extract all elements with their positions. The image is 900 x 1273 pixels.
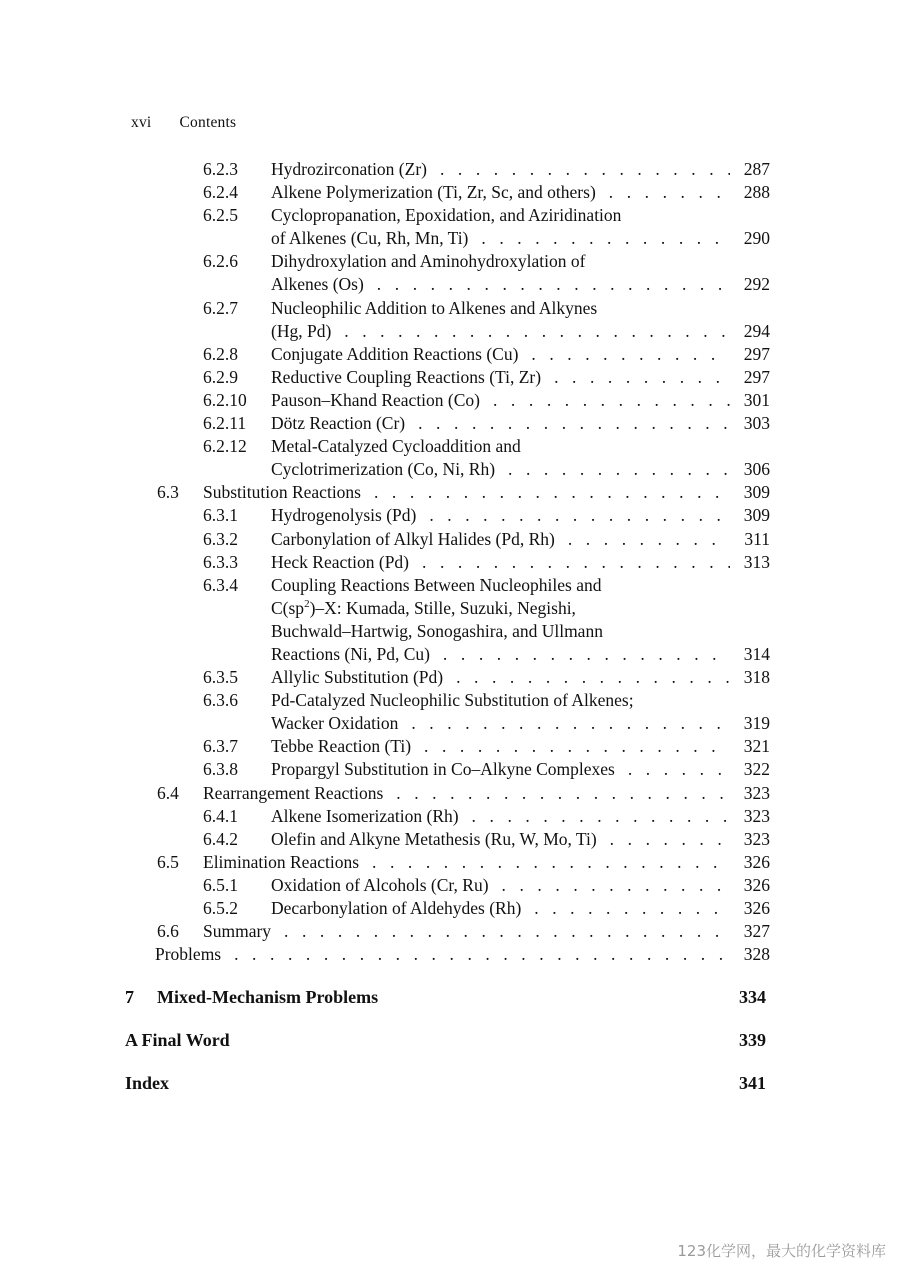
section-title: Carbonylation of Alkyl Halides (Pd, Rh) bbox=[271, 529, 559, 549]
toc-entry bbox=[0, 504, 900, 527]
section-title: Dihydroxylation and Aminohydroxylation of bbox=[271, 251, 589, 271]
section-title: Alkene Isomerization (Rh) bbox=[271, 806, 463, 826]
chapter-title: Mixed-Mechanism Problems bbox=[157, 987, 379, 1008]
toc-entry bbox=[0, 620, 900, 643]
toc-entry bbox=[0, 435, 900, 458]
section-number: 6.4.1 bbox=[203, 805, 238, 826]
section-title: Olefin and Alkyne Metathesis (Ru, W, Mo, Ti) bbox=[271, 829, 601, 849]
toc-entry bbox=[0, 528, 900, 551]
section-title: Alkene Polymerization (Ti, Zr, Sc, and others) bbox=[271, 182, 600, 202]
section-number: 6.3.7 bbox=[203, 736, 238, 757]
page-number: 292 bbox=[730, 273, 770, 296]
page-number: 328 bbox=[730, 943, 770, 966]
section-title: Pd-Catalyzed Nucleophilic Substitution of Alkenes; bbox=[271, 690, 638, 710]
chapter-title: Index bbox=[125, 1073, 170, 1094]
section-title: Propargyl Substitution in Co–Alkyne Complexes bbox=[271, 759, 619, 779]
section-number: 6.2.6 bbox=[203, 251, 238, 272]
section-title: Metal-Catalyzed Cycloaddition and bbox=[271, 436, 525, 456]
toc-entry bbox=[0, 597, 900, 620]
section-number: 6.3.1 bbox=[203, 505, 238, 526]
section-title: Tebbe Reaction (Ti) bbox=[271, 736, 415, 756]
page-number: 327 bbox=[730, 920, 770, 943]
toc-entry bbox=[0, 320, 900, 343]
section-number: 6.3.4 bbox=[203, 574, 238, 595]
section-title: Buchwald–Hartwig, Sonogashira, and Ullmann bbox=[271, 621, 607, 641]
section-title: Hydrozirconation (Zr) bbox=[271, 159, 431, 179]
section-title: $C(sp^2)-X$: Kumada, Stille, Suzuki, Negishi, bbox=[271, 598, 580, 618]
toc-entry bbox=[0, 689, 900, 712]
page-number: 323 bbox=[730, 828, 770, 851]
page-number: 303 bbox=[730, 412, 770, 435]
page-number: 309 bbox=[730, 481, 770, 504]
toc-entry bbox=[0, 920, 900, 943]
page-number: 323 bbox=[730, 782, 770, 805]
section-title: Cyclotrimerization (Co, Ni, Rh) bbox=[271, 459, 499, 479]
toc-entry bbox=[0, 851, 900, 874]
section-number: 6.6 bbox=[157, 921, 179, 942]
section-number: 6.3.3 bbox=[203, 551, 238, 572]
page-number: 311 bbox=[730, 528, 770, 551]
page-number: 339 bbox=[739, 1030, 766, 1051]
toc-entry bbox=[0, 412, 900, 435]
page-number: 314 bbox=[730, 643, 770, 666]
toc-entry bbox=[0, 297, 900, 320]
toc-entry bbox=[0, 481, 900, 504]
toc-entry bbox=[0, 389, 900, 412]
section-title: Substitution Reactions bbox=[203, 482, 365, 502]
section-title: Pauson–Khand Reaction (Co) bbox=[271, 390, 484, 410]
page-number: 319 bbox=[730, 712, 770, 735]
site-watermark: 123化学网，最大的化学资料库 bbox=[677, 1242, 886, 1260]
section-title: Dötz Reaction (Cr) bbox=[271, 413, 409, 433]
section-title: Alkenes (Os) bbox=[271, 274, 368, 294]
section-title: Conjugate Addition Reactions (Cu) bbox=[271, 344, 522, 364]
page-number: 297 bbox=[730, 343, 770, 366]
toc-entry bbox=[0, 666, 900, 689]
page-number: 326 bbox=[730, 897, 770, 920]
section-number: 6.2.11 bbox=[203, 413, 247, 434]
toc-entry bbox=[0, 366, 900, 389]
page-number: 322 bbox=[730, 758, 770, 781]
page-number: 341 bbox=[739, 1073, 766, 1094]
section-title: Allylic Substitution (Pd) bbox=[271, 667, 447, 687]
section-number: 6.2.3 bbox=[203, 159, 238, 179]
section-number: 6.5.2 bbox=[203, 898, 238, 918]
section-title: Rearrangement Reactions bbox=[203, 783, 387, 803]
page-number: 288 bbox=[730, 181, 770, 204]
section-number: 6.3.8 bbox=[203, 759, 238, 780]
section-title: Problems bbox=[155, 944, 225, 964]
section-title: of Alkenes (Cu, Rh, Mn, Ti) bbox=[271, 228, 472, 248]
table-of-contents bbox=[0, 158, 900, 1105]
section-number: 6.2.7 bbox=[203, 297, 238, 318]
toc-entry bbox=[0, 735, 900, 758]
page-number: 321 bbox=[730, 735, 770, 758]
section-number: 6.2.9 bbox=[203, 366, 238, 387]
toc-entry bbox=[0, 897, 900, 920]
section-title: Cyclopropanation, Epoxidation, and Aziridination bbox=[271, 205, 625, 225]
toc-entry bbox=[0, 943, 900, 966]
toc-entry bbox=[0, 181, 900, 204]
section-title: Wacker Oxidation bbox=[271, 713, 402, 733]
page-number: 326 bbox=[730, 874, 770, 897]
section-number: 6.3 bbox=[157, 482, 179, 503]
section-number: 6.4 bbox=[157, 782, 179, 803]
section-number: 6.3.6 bbox=[203, 690, 238, 711]
section-number: 6.2.8 bbox=[203, 343, 238, 364]
spacer bbox=[0, 966, 900, 976]
page-number: 290 bbox=[730, 227, 770, 250]
toc-entry bbox=[0, 343, 900, 366]
section-title: Summary bbox=[203, 921, 275, 941]
section-number: 6.2.10 bbox=[203, 389, 247, 410]
toc-entry bbox=[0, 273, 900, 296]
toc-entry bbox=[0, 643, 900, 666]
toc-entry bbox=[0, 805, 900, 828]
toc-entry bbox=[0, 250, 900, 273]
section-title: Reductive Coupling Reactions (Ti, Zr) bbox=[271, 367, 545, 387]
section-number: 6.2.4 bbox=[203, 182, 238, 203]
chapter-title: A Final Word bbox=[125, 1030, 230, 1051]
page-number: 301 bbox=[730, 389, 770, 412]
toc-entry bbox=[0, 758, 900, 781]
section-title: Reactions (Ni, Pd, Cu) bbox=[271, 644, 434, 664]
section-number: 6.4.2 bbox=[203, 828, 238, 849]
section-number: 6.2.12 bbox=[203, 436, 247, 457]
section-number: 6.3.2 bbox=[203, 528, 238, 549]
section-title: (Hg, Pd) bbox=[271, 321, 335, 341]
chapter-entry bbox=[0, 1062, 900, 1105]
page-number: 323 bbox=[730, 805, 770, 828]
section-title: Nucleophilic Addition to Alkenes and Alkynes bbox=[271, 298, 601, 318]
section-title: Elimination Reactions bbox=[203, 852, 363, 872]
page-number: 294 bbox=[730, 320, 770, 343]
section-title: Coupling Reactions Between Nucleophiles and bbox=[271, 575, 605, 595]
page-number: 297 bbox=[730, 366, 770, 389]
page-number: 326 bbox=[730, 851, 770, 874]
toc-entry bbox=[0, 227, 900, 250]
toc-entry bbox=[0, 712, 900, 735]
toc-entry bbox=[0, 782, 900, 805]
toc-entry bbox=[0, 828, 900, 851]
running-header bbox=[131, 114, 236, 132]
chapter-entry bbox=[0, 976, 900, 1019]
toc-entry bbox=[0, 458, 900, 481]
chapter-number: 7 bbox=[125, 987, 134, 1008]
running-title: Contents bbox=[179, 114, 237, 131]
section-title: Decarbonylation of Aldehydes (Rh) bbox=[271, 898, 525, 918]
section-number: 6.3.5 bbox=[203, 667, 238, 688]
section-title: Oxidation of Alcohols (Cr, Ru) bbox=[271, 875, 493, 895]
toc-entry bbox=[0, 874, 900, 897]
page-number: 318 bbox=[730, 666, 770, 689]
page-folio: xvi bbox=[131, 114, 152, 131]
section-number: 6.5 bbox=[157, 851, 179, 872]
toc-entry bbox=[0, 158, 900, 181]
page-number: 334 bbox=[739, 987, 766, 1008]
page-number: 306 bbox=[730, 458, 770, 481]
section-title: Heck Reaction (Pd) bbox=[271, 552, 413, 572]
chapter-entry bbox=[0, 1019, 900, 1062]
page-number: 313 bbox=[730, 551, 770, 574]
page-number: 309 bbox=[730, 504, 770, 527]
toc-entry bbox=[0, 574, 900, 597]
toc-entry bbox=[0, 551, 900, 574]
toc-entry bbox=[0, 204, 900, 227]
page-number: 287 bbox=[730, 158, 770, 181]
section-number: 6.5.1 bbox=[203, 874, 238, 895]
section-title: Hydrogenolysis (Pd) bbox=[271, 505, 420, 525]
section-number: 6.2.5 bbox=[203, 205, 238, 226]
